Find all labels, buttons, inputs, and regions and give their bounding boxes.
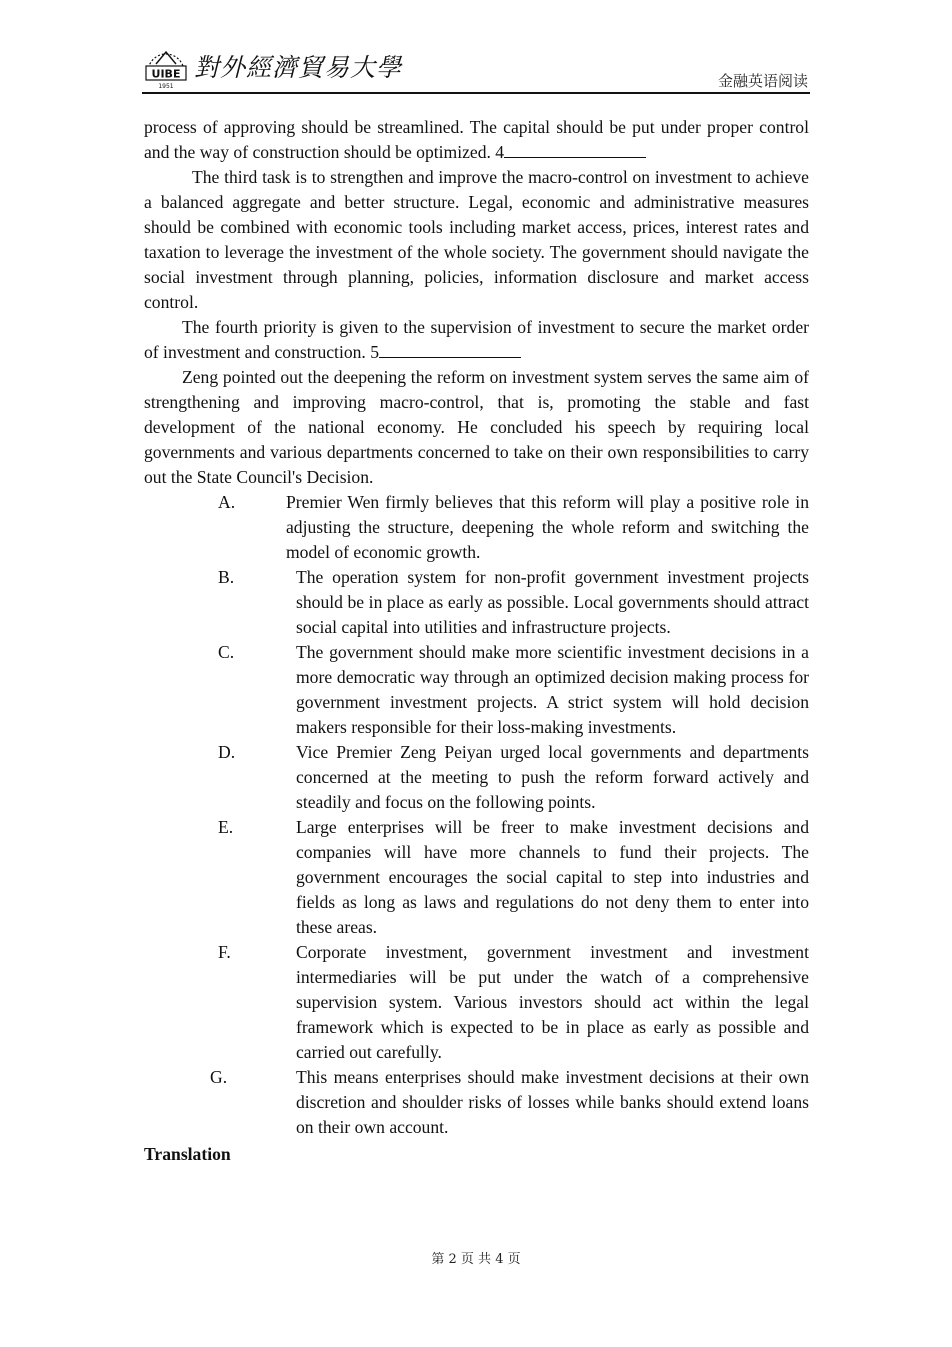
option-letter: E. xyxy=(218,817,234,837)
option-text: Vice Premier Zeng Peiyan urged local governments and departments concerned at the meeting to push the reform forward actively and steadily and focus on the following points. xyxy=(296,742,809,812)
option-text: Corporate investment, government investment and investment intermediaries will be put under the watch of a comprehensive supervision system. Various investors should act within the legal framework which is expected to be in place as early as possible and carried out carefully. xyxy=(296,942,809,1062)
option-text: The operation system for non-profit government investment projects should be in place as early as possible. Local governments should attract social capital into utilities and infrastructure projects. xyxy=(296,567,809,637)
paragraph-3 xyxy=(144,315,809,365)
paragraph-3-text: The fourth priority is given to the supervision of investment to secure the market order of investment and construction. 5 xyxy=(144,317,809,362)
option-text: Premier Wen firmly believes that this reform will play a positive role in adjusting the structure, deepening the whole reform and switching the model of economic growth. xyxy=(286,492,809,562)
option-letter: D. xyxy=(218,742,236,762)
option-a xyxy=(144,490,809,565)
answer-blank-5[interactable] xyxy=(379,340,521,358)
header-rule xyxy=(142,92,810,94)
option-letter: B. xyxy=(218,567,235,587)
university-name-logo: 對外經濟貿易大學 xyxy=(194,53,403,82)
option-text: The government should make more scientific investment decisions in a more democratic way through an optimized decision making process for government investment projects. A strict system will hold decision makers responsible for their loss-making investments. xyxy=(296,642,809,737)
option-f xyxy=(144,940,809,1065)
option-d xyxy=(144,740,809,815)
paragraph-4: Zeng pointed out the deepening the reform on investment system serves the same aim of strengthening and improving macro-control, that is, promoting the stable and fast development of the national economy. He concluded his speech by requiring local governments and various departments concerned to take on their own responsibilities to carry out the State Council's Decision. xyxy=(144,367,809,487)
option-text: Large enterprises will be freer to make investment decisions and companies will have more channels to fund their projects. The government encourages the social capital to step into industries and fields as long as laws and regulations do not deny them to enter into these areas. xyxy=(296,817,809,937)
answer-blank-4[interactable] xyxy=(504,140,646,158)
option-g xyxy=(144,1065,809,1140)
option-b xyxy=(144,565,809,640)
section-heading: Translation xyxy=(144,1144,231,1164)
paragraph-2: The third task is to strengthen and improve the macro-control on investment to achieve a balanced aggregate and better structure. Legal, economic and administrative measures should be combined with economic tools including market access, prices, interest rates and taxation to leverage the investment of the whole society. The government should navigate the social investment through planning, policies, information disclosure and market access control. xyxy=(144,167,809,312)
page-header xyxy=(142,38,810,94)
course-title: 金融英语阅读 xyxy=(717,72,808,90)
option-c xyxy=(144,640,809,740)
logo-year: 1951 xyxy=(158,83,174,90)
page-footer: 第 2 页 共 4 页 xyxy=(431,1252,521,1267)
option-letter: F. xyxy=(218,942,231,962)
option-letter: G. xyxy=(210,1067,228,1087)
option-text: This means enterprises should make investment decisions at their own discretion and shoulder risks of losses while banks should extend loans on their own account. xyxy=(296,1067,809,1137)
paragraph-1 xyxy=(144,115,809,165)
logo-initials: UIBE xyxy=(151,67,181,81)
option-letter: C. xyxy=(218,642,235,662)
paragraph-1-text: process of approving should be streamlined. The capital should be put under proper control and the way of construction should be optimized. 4 xyxy=(144,117,809,162)
option-e xyxy=(144,815,809,940)
document-body xyxy=(144,115,809,1167)
university-logo-icon xyxy=(142,42,190,90)
option-letter: A. xyxy=(218,492,236,512)
